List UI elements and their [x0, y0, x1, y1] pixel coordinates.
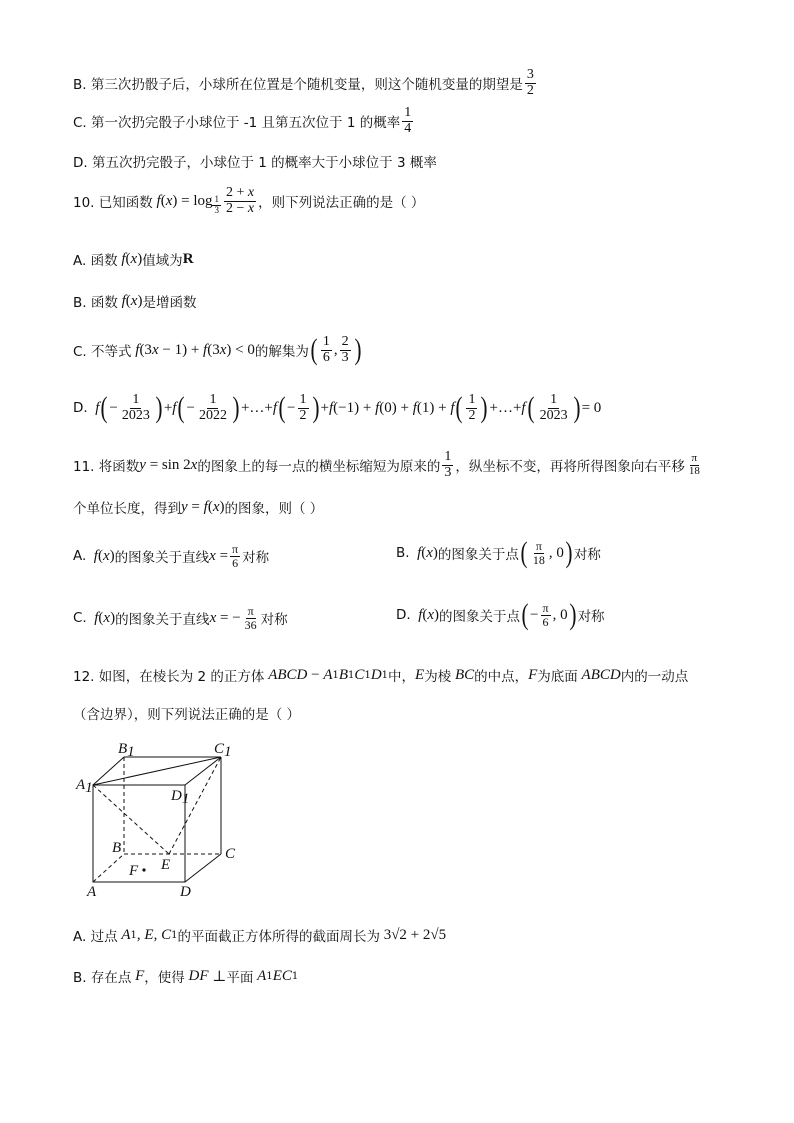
- edge-dc: [185, 854, 221, 882]
- q11-option-b: B. f ( x ) 的图象关于点 ( $\frac{\pi}{18}$ , 0 ) 对称: [396, 536, 601, 569]
- q10-option-d: D. f ( − $\frac{1}{2023}$ ) + f ( − $\frac{1}{2022}$ ) +…+ f ( − $\frac{1}{2}$ ) + f (−1) + f (0) + f (1) + f ( $\frac{1}{2}$ ) +…+ f ( $\frac{1}{2023}$ ) = 0: [73, 391, 602, 425]
- q9-option-c-fraction: $\frac{1}{4}$: [404, 105, 412, 136]
- q9-option-d: [73, 151, 437, 171]
- q10-stem: 10. 已知函数 f ( x ) = log $\frac{1}{3}$ $\frac{2 + x}{2 - x}$ ，则下列说法正确的是（ ）: [73, 185, 425, 216]
- label-a: A: [87, 884, 97, 900]
- q11-stem-line2: 个单位长度，得到 y = f ( x ) 的图象，则（ ）: [73, 498, 324, 517]
- segment-a1c1: [93, 757, 221, 785]
- q12-option-a: A. 过点 A 1 , E , C 1 的平面截正方体所得的截面周长为 3√2 + 2√5: [73, 926, 447, 945]
- q12-option-b: B. 存在点 F ，使得 DF ⊥ 平面 A 1 EC 1: [73, 967, 299, 986]
- q10-log-base: $\frac{1}{3}$: [214, 194, 219, 215]
- label-c1: C1: [214, 741, 232, 760]
- q12-cube-figure: [74, 738, 274, 907]
- edge-a1b1: [93, 757, 124, 785]
- hidden-edge-ab: [93, 854, 124, 882]
- q9-option-c: [73, 106, 415, 136]
- label-b: B: [112, 840, 122, 856]
- q10-function-def: f: [152, 192, 161, 209]
- label-e: E: [161, 857, 171, 873]
- q10-option-c: C. 不等式 f (3 x − 1) + f (3 x ) < 0 的解集为 ( $\frac{1}{6}$ , $\frac{2}{3}$ ): [73, 333, 362, 367]
- hidden-segment-ec1: [169, 757, 221, 854]
- q10-option-a: A. 函数 f ( x ) 值域为 R: [73, 250, 194, 269]
- q11-option-a: A. f ( x ) 的图象关于直线 x = $\frac{\pi}{6}$ 对称: [73, 542, 270, 570]
- cube-diagram: [74, 738, 274, 903]
- label-d1: D1: [171, 788, 190, 807]
- label-a1: A1: [76, 777, 93, 796]
- q11-option-c: C. f ( x ) 的图象关于直线 x = − $\frac{\pi}{36}$ 对称: [73, 604, 288, 632]
- q9-option-b: [73, 68, 538, 98]
- q10-option-b: B. 函数 f ( x ) 是增函数: [73, 292, 197, 311]
- q9-option-b-fraction: $\frac{3}{2}$: [526, 67, 534, 98]
- q12-stem-line2: （含边界），则下列说法正确的是（ ）: [73, 707, 301, 723]
- q9-option-b-text: B. 第三次扔骰子后，小球所在位置是个随机变量，则这个随机变量的期望是: [73, 77, 523, 94]
- q11-stem-line1: 11. 将函数 y = sin 2 x 的图象上的每一点的横坐标缩短为原来的 $\frac{1}{3}$ ，纵坐标不变，再将所得图象向右平移 $\frac{\pi}{18}$: [73, 449, 700, 480]
- q12-stem-line1: 12. 如图，在棱长为 2 的正方体 ABCD − A 1 B 1 C 1 D 1 中， E 为棱 BC 的中点， F 为底面 ABCD 内的一动点: [73, 666, 689, 685]
- label-c: C: [225, 846, 236, 862]
- q9-option-c-text: C. 第一次扔完骰子小球位于 -1 且第五次位于 1 的概率: [73, 115, 401, 132]
- q10-log-argument: $\frac{2 + x}{2 - x}$: [225, 185, 255, 216]
- label-b1: B1: [118, 741, 135, 760]
- q9-option-d-text: D. 第五次扔完骰子，小球位于 1 的概率大于小球位于 3 概率: [73, 155, 437, 171]
- q11-option-d: D. f ( x ) 的图象关于点 ( − $\frac{\pi}{6}$ , 0 ) 对称: [396, 598, 605, 631]
- label-d: D: [180, 884, 191, 900]
- point-f-dot: [142, 868, 145, 871]
- hidden-segment-a1e: [93, 785, 169, 854]
- label-f: F: [129, 863, 139, 879]
